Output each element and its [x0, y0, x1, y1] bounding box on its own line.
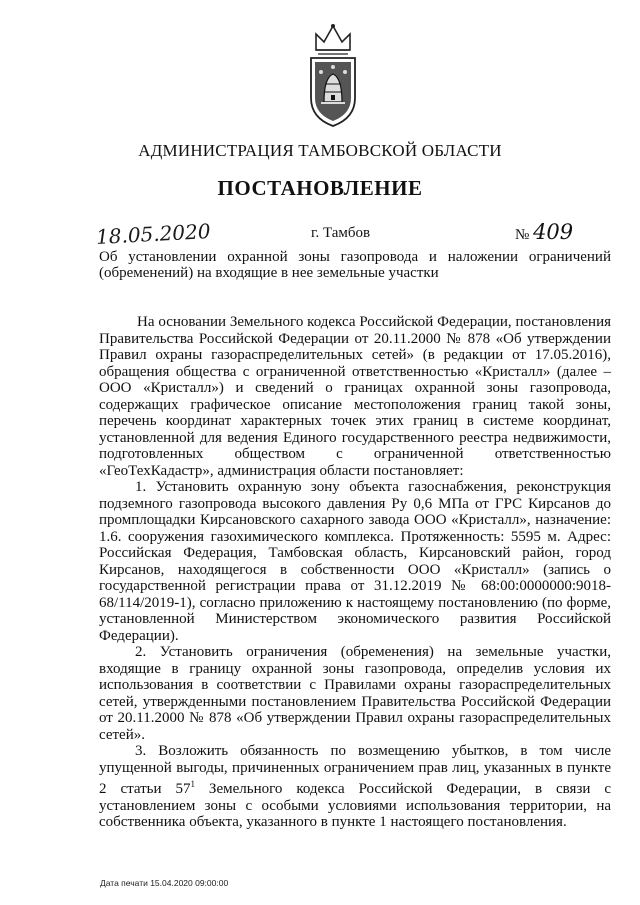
clause-1-paragraph: 1. Установить охранную зону объекта газоснабжения, реконструкция подземного газопровода высокого давления Ру 0,6 МПа от ГРС Кирсанов до промплощадки Кирсановского сахарного завода ООО «Кристалл», назначение: 1.6. сооружения газохимического комплекса. Протяженность: 5595 м. Адрес: Российская Федерация, Тамбовская область, Кирсановский район, город Кирсанов, находящегося в собственности ООО «Кристалл» (запись о государственной регистрации права от 31.12.2019 № 68:00:0000000:9018-68/114/2019-1), согласно приложению к настоящему постановлению (по форме, установленной Министерством экономического развития Российской Федерации).: [99, 479, 611, 644]
document-subject: Об установлении охранной зоны газопровода и наложении ограничений (обременений) на входящие в нее земельные участки: [99, 249, 611, 281]
clause-2-paragraph: 2. Установить ограничения (обременения) на земельные участки, входящие в границу охранной зоны газопровода, определив условия их использования в соответствии с Правилами охраны газораспределительных сетей, утвержденными постановлением Правительства Российской Федерации от 20.11.2000 № 878 «Об утверждении Правил охраны газораспределительных сетей».: [99, 644, 611, 743]
number-value: 409: [533, 220, 574, 244]
document-number: [515, 220, 573, 244]
preamble-paragraph: На основании Земельного кодекса Российской Федерации, постановления Правительства Российской Федерации от 20.11.2000 № 878 «Об утверждении Правил охраны газораспределительных сетей» (в редакции от 17.05.2016), обращения общества с ограниченной ответственностью «Кристалл» (далее – ООО «Кристалл») и сведений о границах охранной зоны газопровода, содержащих графическое описание местоположения границ такой зоны, перечень координат характерных точек этих границ в системе координат, установленной для ведения Единого государственного реестра недвижимости, подготовленных обществом с ограниченной ответственностью «ГеоТехКадастр», администрация области постановляет:: [99, 314, 611, 479]
number-prefix: №: [515, 227, 530, 243]
organization-name: АДМИНИСТРАЦИЯ ТАМБОВСКОЙ ОБЛАСТИ: [138, 141, 502, 160]
document-type-title: ПОСТАНОВЛЕНИЕ: [217, 176, 423, 200]
clause-3-text-end: Земельного кодекса Российской Федерации, в связи с установлением зоны с особыми условиями использования территории, на собственника объекта, указанного в пункте 1 настоящего постановления.: [99, 781, 611, 830]
clause-3-superscript: 1: [190, 779, 195, 789]
document-date: 18.05.2020: [95, 219, 212, 249]
clause-3-paragraph: [99, 743, 611, 831]
print-date: Дата печати 15.04.2020 09:00:00: [100, 878, 229, 888]
clause-3-text-start: 3. Возложить обязанность по возмещению убытков, в том числе упущенной выгоды, причиненных ограничением прав лиц, указанных в пункте 2 статьи 57: [99, 743, 611, 797]
document-body: [99, 314, 611, 831]
document-city: г. Тамбов: [311, 225, 371, 241]
coat-of-arms-icon: [302, 20, 364, 130]
